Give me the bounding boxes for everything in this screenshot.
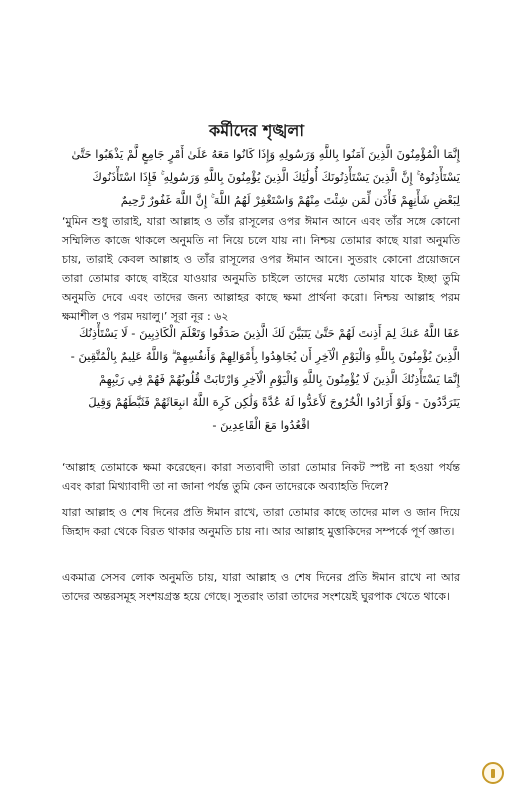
verse-1-arabic	[62, 143, 460, 212]
arabic-line: إِنَّمَا الْمُؤْمِنُونَ الَّذِينَ آمَنُوا بِاللَّهِ وَرَسُولِهِ وَإِذَا كَانُوا مَعَهُ عَلَىٰ أَمْرٍ جَامِعٍ لَّمْ يَذْهَبُوا حَتَّىٰ	[71, 147, 460, 161]
verse-2-translation-part-1: ‘আল্লাহ তোমাকে ক্ষমা করেছেন। কারা সত্যবাদী তারা তোমার নিকট স্পষ্ট না হওয়া পর্যন্ত এবং কারা মিথ্যাবাদী তা না জানা পর্যন্ত তুমি কেন তাদেরকে অব্যাহতি দিলে?	[62, 461, 460, 493]
arabic-line: إِنَّمَا يَسْتَأْذِنُكَ الَّذِينَ لَا يُؤْمِنُونَ بِاللَّهِ وَالْيَوْمِ الْآخِرِ وَارْتَابَتْ قُلُوبُهُمْ فَهُمْ فِي رَيْبِهِمْ	[98, 372, 460, 386]
verse-2-translation-part-3: একমাত্র সেসব লোক অনুমতি চায়, যারা আল্লাহ ও শেষ দিনের প্রতি ঈমান রাখে না আর তাদের অন্তরসমূহ সংশয়গ্রস্ত হয়ে গেছে। সুতরাং তারা তাদের সংশয়েই ঘুরপাক খেতে থাকে।	[62, 571, 460, 603]
verse-2-translation-part-2: যারা আল্লাহ ও শেষ দিনের প্রতি ঈমান রাখে, তারা তোমার কাছে তাদের মাল ও জান দিয়ে জিহাদ করা থেকে বিরত থাকার অনুমতি চায় না। আর আল্লাহ মুত্তাকিদের সম্পর্কে পূর্ণ জ্ঞাত।	[62, 506, 460, 538]
arabic-line: اقْعُدُوا مَعَ الْقَاعِدِينَ -	[212, 418, 310, 432]
arabic-line: عَفَا اللَّهُ عَنكَ لِمَ أَذِنتَ لَهُمْ حَتَّىٰ يَتَبَيَّنَ لَكَ الَّذِينَ صَدَقُوا وَتَعْلَمَ الْكَاذِبِينَ - لَا يَسْتَأْذِنُكَ	[78, 326, 460, 340]
arabic-line: لِبَعْضِ شَأْنِهِمْ فَأْذَن لِّمَن شِئْتَ مِنْهُمْ وَاسْتَغْفِرْ لَهُمُ اللَّهَ ۚ إِنَّ اللَّهَ غَفُورٌ رَّحِيمٌ	[120, 193, 460, 207]
verse-2-arabic	[62, 322, 460, 437]
arabic-line: يَتَرَدَّدُونَ - وَلَوْ أَرَادُوا الْخُرُوجَ لَأَعَدُّوا لَهُ عُدَّةً وَلَٰكِن كَرِهَ اللَّهُ انبِعَاثَهُمْ فَثَبَّطَهُمْ وَقِيلَ	[88, 395, 460, 409]
verse-1-translation: ‘মুমিন শুধু তারাই, যারা আল্লাহ ও তাঁর রাসূলের ওপর ঈমান আনে এবং তাঁর সঙ্গে কোনো সম্মিলিত কাজে থাকলে অনুমতি না নিয়ে চলে যায় না। নিশ্চয় তোমার কাছে যারা অনুমতি চায়, তারাই কেবল আল্লাহ ও তাঁর রাসূলের ওপর ঈমান আনে। সুতরাং কোনো প্রয়োজনে তারা তোমার কাছে বাইরে যাওয়ার অনুমতি চাইলে তাদের মধ্যে তোমার যাকে ইচ্ছা তুমি অনুমতি দেবে এবং তাদের জন্য আল্লাহর কাছে ক্ষমা প্রার্থনা করো। নিশ্চয় আল্লাহ পরম ক্ষমাশীল ও পরম দয়ালু।’ সূরা নূর : ৬২	[62, 215, 460, 323]
arabic-line: الَّذِينَ يُؤْمِنُونَ بِاللَّهِ وَالْيَوْمِ الْآخِرِ أَن يُجَاهِدُوا بِأَمْوَالِهِمْ وَأَنفُسِهِمْ ۗ وَاللَّهُ عَلِيمٌ بِالْمُتَّقِينَ -	[70, 349, 460, 363]
page-title: কর্মীদের শৃঙ্খলা	[209, 121, 304, 140]
publisher-logo-icon	[482, 762, 504, 784]
arabic-line: يَسْتَأْذِنُوهُ ۚ إِنَّ الَّذِينَ يَسْتَأْذِنُونَكَ أُولَٰئِكَ الَّذِينَ يُؤْمِنُونَ بِاللَّهِ وَرَسُولِهِ ۚ فَإِذَا اسْتَأْذَنُوكَ	[92, 170, 460, 184]
